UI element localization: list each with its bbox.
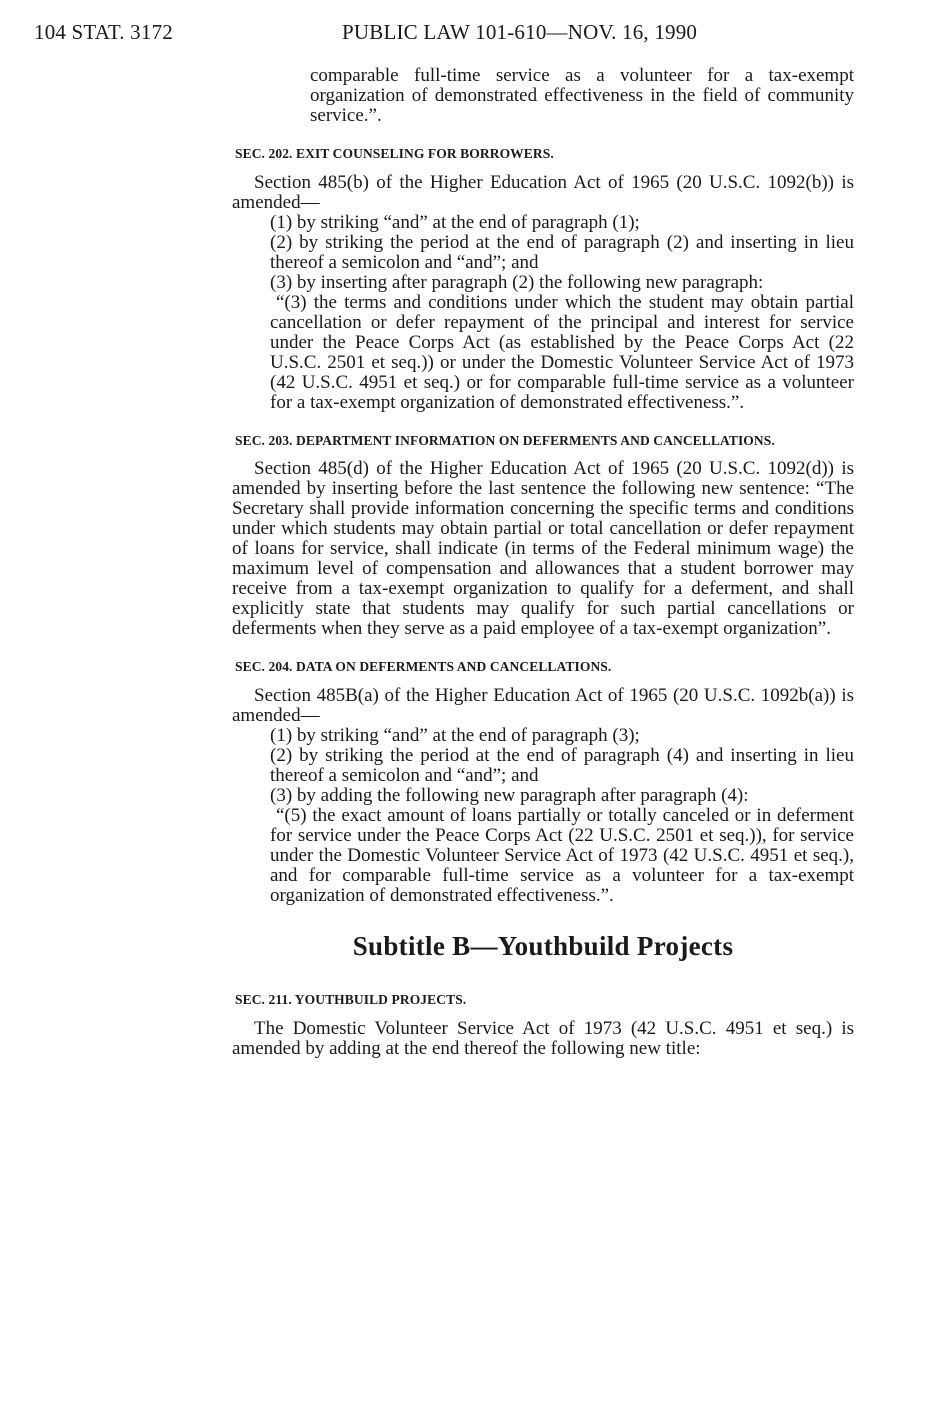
sec-204-item-2: (2) by striking the period at the end of paragraph (4) and inserting in lieu thereof a semicolon and “and”; and xyxy=(270,745,854,786)
statute-citation: 104 STAT. 3172 xyxy=(34,20,173,44)
public-law-title: PUBLIC LAW 101-610—NOV. 16, 1990 xyxy=(342,20,698,44)
sec-211-heading: SEC. 211. YOUTHBUILD PROJECTS. xyxy=(235,992,467,1007)
sec-202-quote: “(3) the terms and conditions under which the student may obtain partial cancellation or defer repayment of the principal and interest for service under the Peace Corps Act (as established by the Peace Corps Act (22 U.S.C. 2501 et seq.)) or under the Domestic Volunteer Service Act of 1973 (42 U.S.C. 4951 et seq.) or for comparable full-time service as a volunteer for a tax-exempt organization of demonstrated effectiveness.”. xyxy=(270,292,854,413)
sec-202-lead: Section 485(b) of the Higher Education Act of 1965 (20 U.S.C. 1092(b)) is amended— xyxy=(232,172,854,213)
subtitle-heading: Subtitle B—Youthbuild Projects xyxy=(352,931,734,961)
sec-204-quote: “(5) the exact amount of loans partially or totally canceled or in deferment for service under the Peace Corps Act (22 U.S.C. 2501 et seq.)), for service under the Domestic Volunteer Service Act of 1973 (42 U.S.C. 4951 et seq.), and for comparable full-time service as a volunteer for a tax-exempt organization of demonstrated effectiveness.”. xyxy=(270,805,854,906)
sec-211-body: The Domestic Volunteer Service Act of 1973 (42 U.S.C. 4951 et seq.) is amended by adding at the end thereof the following new title: xyxy=(232,1018,854,1059)
sec-202-item-1: (1) by striking “and” at the end of paragraph (1); xyxy=(270,212,640,233)
sec-203-body: Section 485(d) of the Higher Education Act of 1965 (20 U.S.C. 1092(d)) is amended by inserting before the last sentence the following new sentence: “The Secretary shall provide information concerning the specific terms and conditions under which students may obtain partial or total cancellation or defer repayment of loans for service, shall indicate (in terms of the Federal minimum wage) the maximum level of compensation and allowances that a student borrower may receive from a tax-exempt organization to qualify for a deferment, and shall explicitly state that students may qualify for such partial cancellations or deferments when they serve as a paid employee of a tax-exempt organization”. xyxy=(232,458,854,639)
sec-204-lead: Section 485B(a) of the Higher Education Act of 1965 (20 U.S.C. 1092b(a)) is amended— xyxy=(232,685,854,726)
continuation-paragraph: comparable full-time service as a volunteer for a tax-exempt organization of demonstrated effectiveness in the field of community service.”. xyxy=(310,65,854,126)
sec-202-heading: SEC. 202. EXIT COUNSELING FOR BORROWERS. xyxy=(235,146,554,161)
document-body xyxy=(232,66,854,1059)
sec-202-item-2: (2) by striking the period at the end of paragraph (2) and inserting in lieu thereof a semicolon and “and”; and xyxy=(270,232,854,273)
page-header xyxy=(34,20,914,50)
sec-202-item-3: (3) by inserting after paragraph (2) the following new paragraph: xyxy=(270,272,764,293)
sec-204-item-3: (3) by adding the following new paragraph after paragraph (4): xyxy=(270,785,749,806)
sec-204-heading: SEC. 204. DATA ON DEFERMENTS AND CANCELLATIONS. xyxy=(235,659,612,674)
sec-203-heading: SEC. 203. DEPARTMENT INFORMATION ON DEFERMENTS AND CANCELLATIONS. xyxy=(235,433,775,448)
sec-204-item-1: (1) by striking “and” at the end of paragraph (3); xyxy=(270,725,640,746)
